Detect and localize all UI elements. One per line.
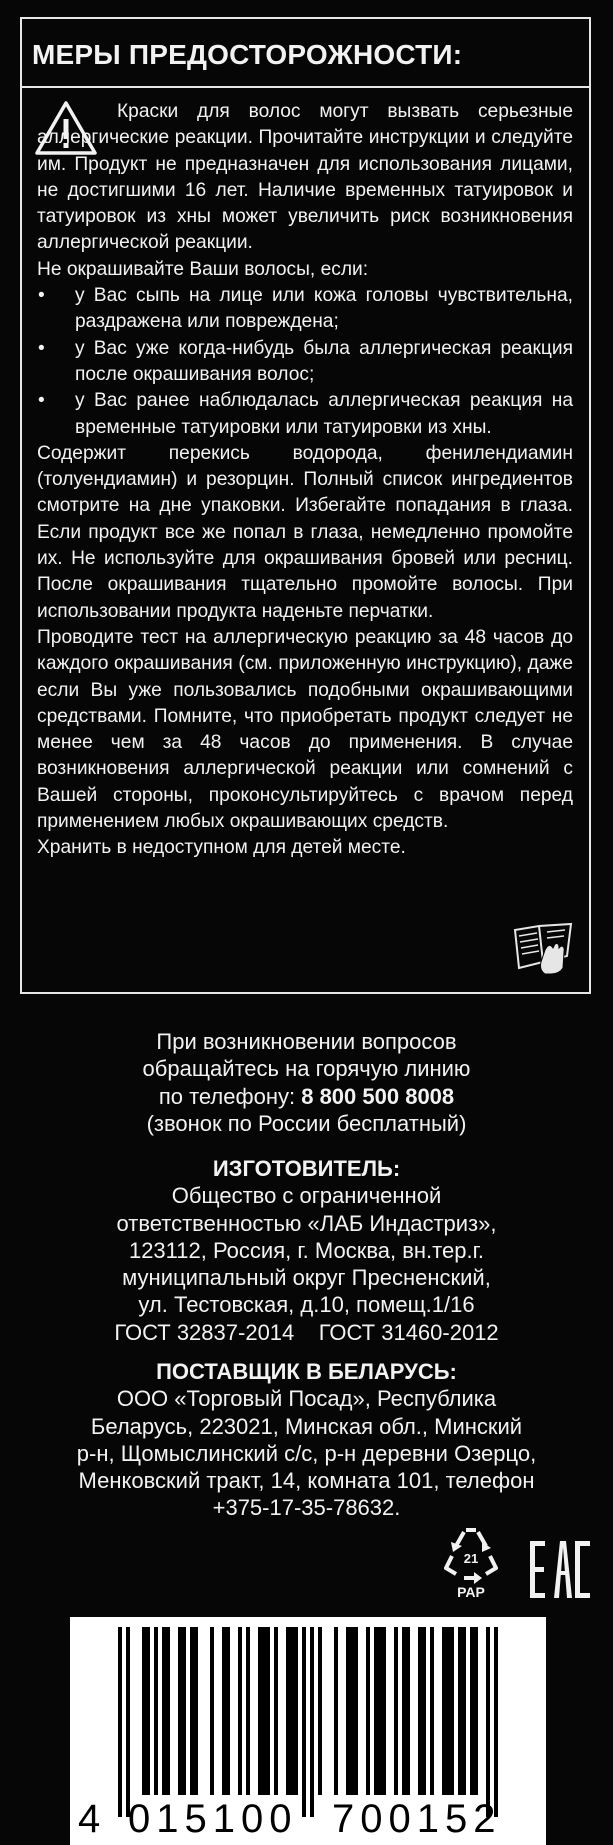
barcode-bar xyxy=(118,1627,122,1817)
manufacturer-line: ответственностью «ЛАБ Индастриз», xyxy=(116,1210,497,1236)
barcode-digits xyxy=(70,1797,546,1841)
read-instructions-icon xyxy=(509,922,575,976)
supplier-heading: ПОСТАВЩИК В БЕЛАРУСЬ: xyxy=(156,1359,457,1384)
barcode xyxy=(70,1617,546,1845)
barcode-bar xyxy=(486,1627,490,1817)
barcode-bar xyxy=(262,1627,266,1795)
barcode-first-digit: 4 xyxy=(78,1797,101,1841)
barcode-bar xyxy=(310,1627,314,1817)
barcode-bar xyxy=(430,1627,434,1795)
barcode-bar xyxy=(290,1627,294,1795)
manufacturer-heading: ИЗГОТОВИТЕЛЬ: xyxy=(212,1156,401,1181)
precautions-text xyxy=(37,99,573,862)
hotline-line4: (звонок по России бесплатный) xyxy=(146,1110,467,1136)
manufacturer-line: муниципальный округ Пресненский, xyxy=(122,1265,491,1291)
barcode-bar xyxy=(246,1627,250,1795)
supplier-block xyxy=(0,1358,613,1522)
supplier-line: р-н, Щомыслинский с/с, р-н деревни Озерцо, xyxy=(76,1440,537,1466)
supplier-line: ООО «Торговый Посад», Республика xyxy=(116,1386,497,1412)
barcode-bar xyxy=(394,1627,398,1795)
recycle-number: 21 xyxy=(463,1551,479,1566)
barcode-bar xyxy=(302,1627,306,1817)
supplier-line: Менковский тракт, 14, комната 101, телефон xyxy=(78,1468,535,1494)
barcode-bar xyxy=(470,1627,474,1795)
barcode-bar xyxy=(222,1627,226,1795)
barcode-bar xyxy=(146,1627,150,1795)
barcode-bar xyxy=(442,1627,446,1795)
barcode-right-group: 700152 xyxy=(332,1797,502,1841)
barcode-bar xyxy=(354,1627,358,1795)
barcode-bar xyxy=(154,1627,158,1795)
barcode-bar xyxy=(178,1627,182,1795)
barcode-bar xyxy=(378,1627,382,1795)
manufacturer-line: Общество с ограниченной xyxy=(171,1183,442,1209)
barcode-bar xyxy=(366,1627,370,1795)
barcode-bar xyxy=(194,1627,198,1795)
allergy-test-paragraph: Проводите тест на аллергическую реакцию за 48 часов до каждого окрашивания (см. приложенную инструкцию), даже если Вы уже пользовались подобными окрашивающими средствами. Помните, что приобретать продукт следует не менее чем за 48 часов до применения. В случае возникновения аллергической реакции или сомнений с Вашей стороны, проконсультируйтесь с врачом перед применением любых окрашивающих средств. xyxy=(37,626,573,833)
condition-item: • у Вас ранее наблюдалась аллергическая реакция на временные татуировки или татуировки из хны. xyxy=(37,388,573,441)
barcode-bar xyxy=(462,1627,466,1795)
barcode-bar xyxy=(418,1627,422,1795)
condition-item: • у Вас сыпь на лице или кожа головы чувствительна, раздражена или повреждена; xyxy=(37,283,573,336)
allergy-warning-paragraph: Краски для волос могут вызвать серьезные аллергические реакции. Прочитайте инструкции и следуйте им. Продукт не предназначен для использования лицами, не достигшими 16 лет. Наличие временных татуировок и татуировок из хны может увеличить риск возникновения аллергической реакции. xyxy=(37,101,573,254)
barcode-bar xyxy=(450,1627,454,1795)
barcode-bar xyxy=(294,1627,298,1795)
barcode-bar xyxy=(274,1627,278,1795)
storage-note: Хранить в недоступном для детей месте. xyxy=(37,837,406,859)
barcode-bar xyxy=(382,1627,386,1795)
barcode-bar xyxy=(182,1627,186,1795)
barcode-bar xyxy=(318,1627,322,1795)
manufacturer-line: ул. Тестовская, д.10, помещ.1/16 xyxy=(138,1292,475,1318)
barcode-bar xyxy=(422,1627,426,1795)
barcode-bar xyxy=(162,1627,166,1795)
hotline-phone[interactable]: 8 800 500 8008 xyxy=(301,1083,455,1109)
do-not-dye-intro: Не окрашивайте Ваши волосы, если: xyxy=(37,258,369,280)
gost-line: ГОСТ 32837-2014 ГОСТ 31460-2012 xyxy=(114,1319,499,1345)
supplier-line: Беларусь, 223021, Минская обл., Минский xyxy=(90,1413,523,1439)
barcode-bar xyxy=(350,1627,354,1795)
ingredients-paragraph: Содержит перекись водорода, фенилендиамин (толуендиамин) и резорцин. Полный список ингредиентов смотрите на дне упаковки. Избегайте попадания в глаза. Если продукт все же попал в глаза, немедленно промойте их. Не используйте для окрашивания бровей или ресниц. После окрашивания тщательно промойте волосы. При использовании продукта наденьте перчатки. xyxy=(37,442,573,622)
hotline-line3-prefix: по телефону: xyxy=(158,1083,302,1109)
hotline-block xyxy=(0,1028,613,1137)
barcode-bar xyxy=(126,1627,130,1817)
condition-item: • у Вас уже когда-нибудь была аллергическая реакция после окрашивания волос; xyxy=(37,336,573,389)
manufacturer-line: 123112, Россия, г. Москва, вн.тер.г. xyxy=(128,1237,485,1263)
precautions-box xyxy=(20,17,591,994)
precautions-title: МЕРЫ ПРЕДОСТОРОЖНОСТИ: xyxy=(32,39,463,70)
barcode-bar xyxy=(190,1627,194,1795)
recycle-pap-icon xyxy=(436,1524,506,1604)
recycle-arrows-icon xyxy=(436,1524,506,1586)
barcode-bar xyxy=(458,1627,462,1795)
barcode-bar xyxy=(286,1627,290,1795)
barcode-bar xyxy=(142,1627,146,1795)
hotline-line1: При возникновении вопросов xyxy=(156,1029,457,1054)
barcode-bar xyxy=(406,1627,410,1795)
title-divider xyxy=(22,86,589,88)
recycle-code: PAP xyxy=(457,1584,485,1600)
barcode-bar xyxy=(226,1627,230,1795)
barcode-bar xyxy=(238,1627,242,1795)
manufacturer-block xyxy=(0,1155,613,1346)
barcode-left-group: 015100 xyxy=(128,1797,298,1841)
eac-mark-icon xyxy=(530,1541,590,1598)
barcode-bar xyxy=(166,1627,170,1795)
barcode-bars xyxy=(70,1617,546,1817)
hotline-line2: обращайтесь на горячую линию xyxy=(142,1056,471,1082)
barcode-bar xyxy=(494,1627,498,1817)
barcode-bar xyxy=(374,1627,378,1795)
barcode-bar xyxy=(402,1627,406,1795)
conditions-list xyxy=(37,283,573,441)
barcode-bar xyxy=(210,1627,214,1795)
barcode-bar xyxy=(266,1627,270,1795)
barcode-bar xyxy=(474,1627,478,1795)
barcode-bar xyxy=(446,1627,450,1795)
barcode-bar xyxy=(346,1627,350,1795)
barcode-bar xyxy=(258,1627,262,1795)
supplier-line: +375-17-35-78632. xyxy=(212,1495,401,1521)
barcode-bar xyxy=(334,1627,338,1795)
